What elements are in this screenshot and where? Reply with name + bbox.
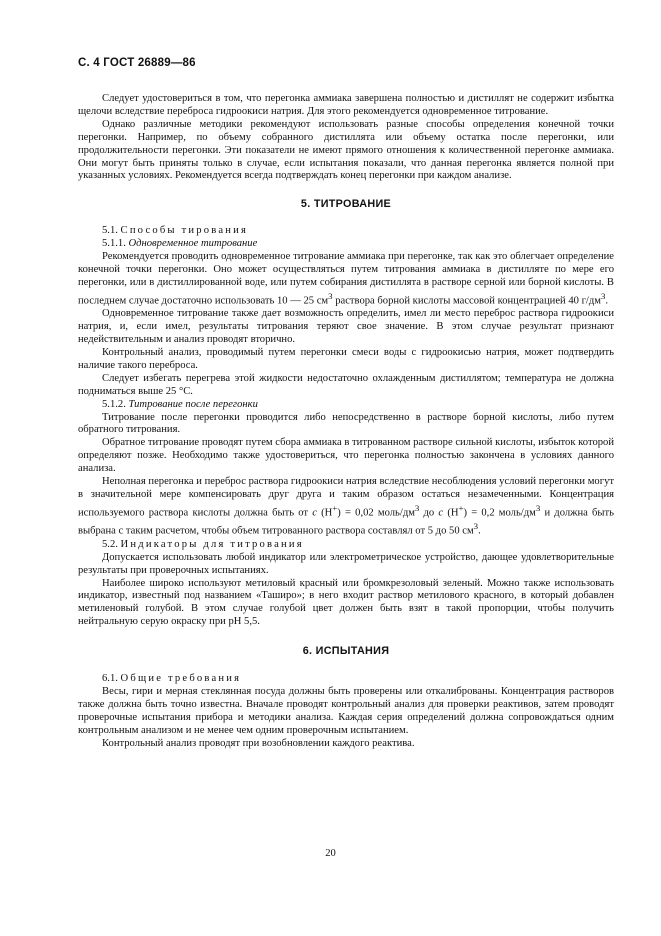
paragraph: Одновременное титрование также дает возможность определить, имел ли место переброс раствора гидроокиси натрия, и, если имел, результаты титрования теряют свое значение. В этом случае результат признают недействительным и анализ проводят вторично.	[78, 308, 614, 346]
paragraph: Следует удостовериться в том, что перегонка аммиака завершена полностью и дистиллят не содержит избытка щелочи вследствие переброса гидроокиси натрия. Для этого рекомендуется одновременное титрование.	[78, 93, 614, 117]
subsection-5-1	[78, 225, 614, 238]
subsection-title: Индикаторы для титрования	[120, 538, 304, 550]
subsection-title: Титрование после перегонки	[128, 398, 258, 410]
subsection-title: Одновременное титрование	[128, 238, 258, 250]
text: ) = 0,2 моль/дм	[463, 507, 536, 519]
superscript: 3	[473, 521, 479, 532]
subsection-title: Общие требования	[120, 673, 242, 685]
paragraph: Следует избегать перегрева этой жидкости недостаточно охлажденным дистиллятом; температура не должна подниматься выше 25 °С.	[78, 372, 614, 397]
subsection-number: 5.2.	[102, 538, 118, 550]
superscript: +	[332, 502, 338, 513]
subsection-number: 5.1.1.	[102, 238, 126, 250]
paragraph: Контрольный анализ проводят при возобновлении каждого реактива.	[102, 737, 415, 749]
text: с	[312, 507, 317, 519]
superscript: 3	[328, 290, 333, 301]
paragraph	[78, 251, 614, 308]
text: раствора борной кислоты массовой концентрацией 40 г/дм	[332, 295, 601, 307]
paragraph	[78, 476, 614, 539]
subsection-number: 6.1.	[102, 673, 118, 685]
subsection-5-1-2	[78, 399, 614, 412]
text: Рекомендуется проводить одновременное титрование аммиака при перегонке, так как это облегчает определение конечной точки перегонки. Оно может осуществляться путем титрования аммиака в дистилляте по мере его перегонки, или в дистиллированной воде, или путем собирания дистиллята в растворе серной или борной кислоты. В последнем случае достаточно использовать 10 — 25 см	[78, 251, 614, 307]
paragraph: Обратное титрование проводят путем сбора аммиака в титрованном растворе сильной кислоты, избыток которой определяют позже. Необходимо также удостовериться, что перегонка полностью закончена в условиях данного анализа.	[78, 437, 614, 475]
text: до	[419, 507, 439, 519]
section-6-title: 6. ИСПЫТАНИЯ	[302, 645, 390, 658]
paragraph: Наиболее широко используют метиловый красный или бромкрезоловый зеленый. Можно также использовать индикатор, известный под названием «Таширо»; в него входит раствор метилового красного, в который добавлен метиленовый голубой. В этом случае голубой цвет должен быть взят в такой пропорции, чтобы получить нейтральную серую окраску при рН 5,5.	[78, 577, 614, 628]
paragraph: Однако различные методики рекомендуют использовать разные способы определения конечной точки перегонки. Например, по объему собранного дистиллята или объему остатка после перегонки, или продолжительности перегонки. Эти показатели не имеют прямого отношения к количественной перегонке аммиака. Они могут быть приняты только в случае, если испытания показали, что данная перегонка является полной при указанных условиях. Рекомендуется всегда подтверждать конец перегонки при каждом анализе.	[78, 118, 614, 182]
text: .	[478, 525, 481, 537]
page-number: 20	[325, 848, 336, 859]
text: с	[438, 507, 444, 519]
paragraph: Титрование после перегонки проводится либо непосредственно в растворе борной кислоты, либо путем обратного титрования.	[78, 411, 614, 436]
document-page	[78, 57, 614, 751]
subsection-number: 5.1.	[102, 225, 118, 237]
text: (Н	[316, 507, 333, 519]
text: Неполная перегонка и переброс раствора гидроокиси натрия вследствие несоблюдения условий перегонки могут в значительной мере компенсировать друг друга и таким образом остаться незамеченными. Концентрация используемого раствора кислоты должна быть от	[78, 476, 614, 519]
subsection-5-2	[78, 539, 614, 552]
subsection-title: Способы тирования	[120, 225, 249, 237]
page-header: С. 4 ГОСТ 26889—86	[78, 57, 196, 69]
superscript: 3	[535, 502, 541, 513]
text: и должна быть выбрана с таким расчетом, чтобы объем титрованного раствора составлял от 5 до 50 см	[78, 507, 614, 537]
paragraph: Допускается использовать любой индикатор или электрометрическое устройство, дающее удовлетворительные результаты при проверочных испытаниях.	[78, 551, 614, 576]
superscript: 3	[600, 290, 606, 301]
subsection-6-1	[78, 673, 614, 686]
subsection-number: 5.1.2.	[102, 398, 126, 410]
superscript: +	[458, 502, 464, 513]
paragraph: Весы, гири и мерная стеклянная посуда должны быть проверены или откалиброваны. Концентрация растворов также должна быть точно известна. Вначале проводят контрольный анализ для проверки реактивов, затем проводят проверочные испытания прибора и методики анализа. Каждая серия определений должна сопровождаться одним контрольным анализом и не менее чем одним проверочным испытанием.	[78, 686, 614, 736]
subsection-5-1-1	[78, 238, 614, 251]
text: (Н	[443, 507, 459, 519]
paragraph: Контрольный анализ, проводимый путем перегонки смеси воды с гидроокисью натрия, может подтвердить наличие такого переброса.	[78, 347, 614, 371]
text: ) = 0,02 моль/дм	[337, 507, 415, 519]
superscript: 3	[414, 502, 420, 513]
section-5-title: 5. ТИТРОВАНИЕ	[300, 198, 392, 211]
text: .	[605, 295, 609, 307]
